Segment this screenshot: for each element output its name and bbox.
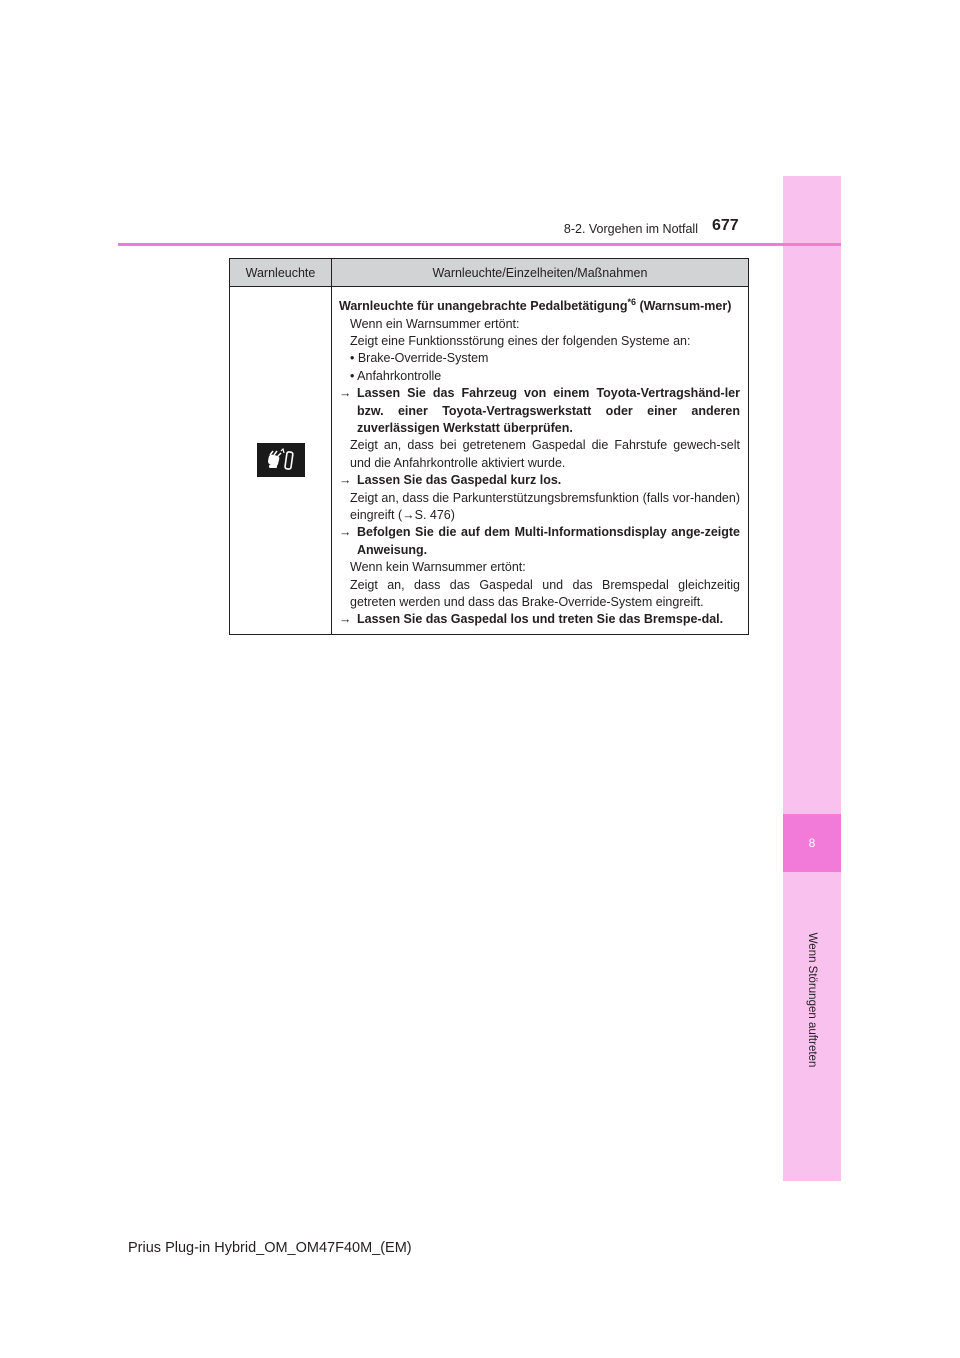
details-cell [332,287,749,635]
arrow-icon: → [339,612,352,627]
description-text: Zeigt eine Funktionsstörung eines der folgenden Systeme an: [350,333,691,348]
list-item: • Anfahrkontrolle [350,368,442,383]
document-footer: Prius Plug-in Hybrid_OM_OM47F40M_(EM) [128,1240,412,1256]
chapter-number-tab[interactable]: 8 [783,814,841,872]
action-instruction: → Lassen Sie das Fahrzeug von einem Toyota-Vertragshänd-ler bzw. einer Toyota-Vertragswerkstatt oder einer anderen zuverlässigen Werkstatt überprüfen. [339,386,740,435]
header-divider [118,243,841,246]
list-item: • Brake-Override-System [350,351,489,366]
footnote-marker[interactable]: *6 [627,297,636,307]
description-text: Zeigt an, dass das Gaspedal und das Bremspedal gleichzeitig getreten werden und dass das Brake-Override-System eingreift. [350,577,740,610]
arrow-icon: → [339,386,352,401]
action-instruction: → Lassen Sie das Gaspedal kurz los. [339,472,740,489]
column-header-warnleuchte: Warnleuchte [230,259,332,287]
table-row [230,287,749,635]
section-title: 8-2. Vorgehen im Notfall [563,222,698,236]
page-reference-link[interactable]: S. 476 [414,508,451,523]
page-number: 677 [712,217,739,234]
arrow-icon: → [402,508,415,523]
icon-cell [230,287,332,635]
arrow-icon: → [339,473,352,488]
condition-no-buzzer: Wenn kein Warnsummer ertönt: [350,560,526,575]
description-text: Zeigt an, dass bei getretenem Gaspedal die Fahrstufe gewech-selt und die Anfahrkontrolle aktiviert wurde. [350,438,740,470]
chapter-title: Wenn Störungen auftreten [806,932,818,1068]
table-header-row [230,259,749,287]
action-instruction: → Lassen Sie das Gaspedal los und treten Sie das Bremspe-dal. [339,611,740,628]
action-instruction: → Befolgen Sie die auf dem Multi-Informationsdisplay ange-zeigte Anweisung. [339,525,740,557]
condition-buzzer: Wenn ein Warnsummer ertönt: [350,316,520,331]
arrow-icon: → [339,525,352,540]
description-text: Zeigt an, dass die Parkunterstützungsbremsfunktion (falls vor-handen) eingreift (→S. 476) [350,490,740,523]
column-header-details: Warnleuchte/Einzelheiten/Maßnahmen [332,259,749,287]
pedal-misoperation-warning-icon [257,443,305,477]
warning-light-table [229,258,749,635]
warning-heading: Warnleuchte für unangebrachte Pedalbetätigung$^{*6}$ (Warnsum-mer) [339,297,732,314]
